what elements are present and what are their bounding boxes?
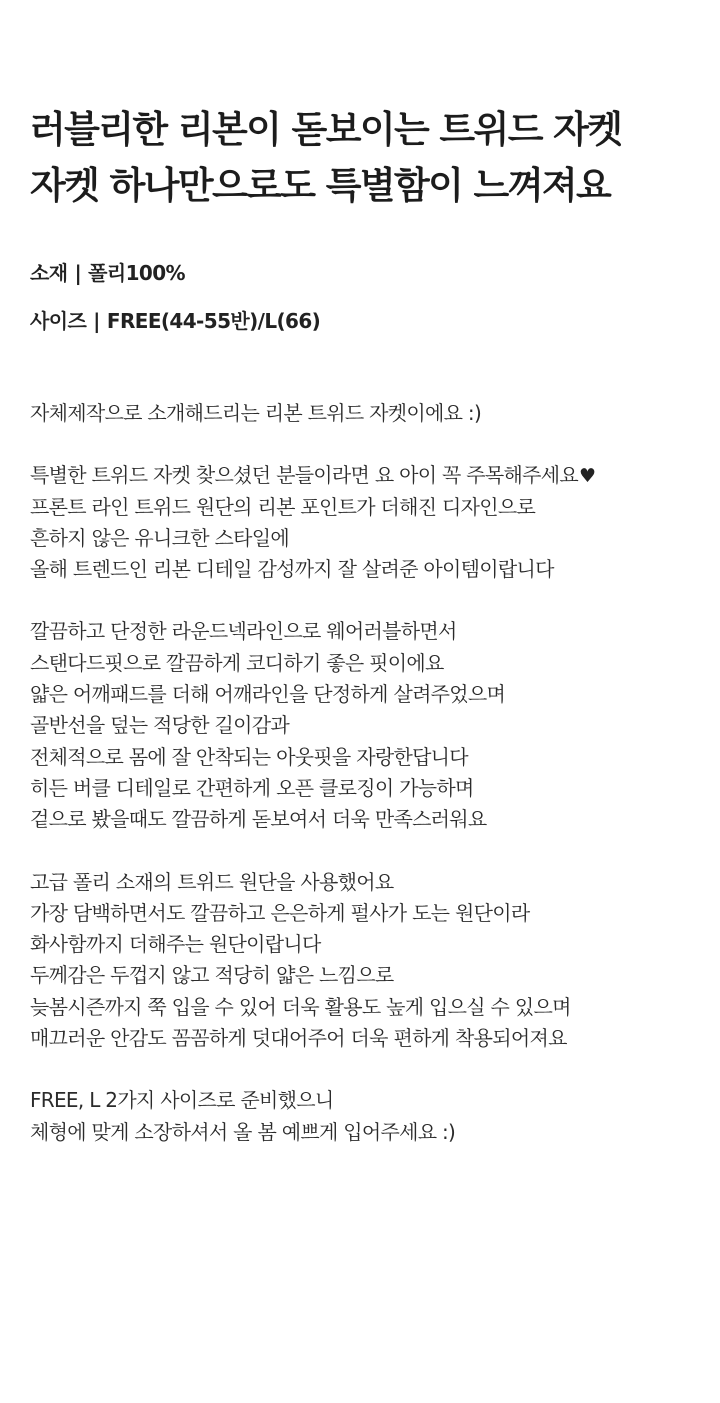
- material-value: 폴리100%: [88, 261, 185, 285]
- spec-separator: |: [74, 261, 82, 285]
- text-line: 늦봄시즌까지 쭉 입을 수 있어 더욱 활용도 높게 입으실 수 있으며: [30, 994, 571, 1019]
- text-line: 스탠다드핏으로 깔끔하게 코디하기 좋은 핏이에요: [30, 650, 444, 675]
- text-line: 히든 버클 디테일로 간편하게 오픈 클로징이 가능하며: [30, 775, 474, 800]
- text-line: FREE, L 2가지 사이즈로 준비했으니: [30, 1088, 334, 1113]
- size-value: FREE(44-55반)/L(66): [106, 309, 321, 333]
- text-line: 전체적으로 몸에 잘 안착되는 아웃핏을 자랑한답니다: [30, 744, 468, 769]
- size-label: 사이즈: [30, 309, 87, 333]
- paragraph-intro: [30, 398, 595, 429]
- paragraph-fabric: [30, 867, 595, 1055]
- headline: [30, 102, 621, 214]
- text-line-content: 특별한 트위드 자켓 찾으셨던 분들이라면 요 아이 꼭 주목해주세요: [30, 463, 578, 488]
- text-line: [30, 460, 595, 491]
- paragraph-design: [30, 460, 595, 585]
- text-line: 화사함까지 더해주는 원단이랍니다: [30, 932, 321, 957]
- text-line: 올해 트렌드인 리본 디테일 감성까지 잘 살려준 아이템이랍니다: [30, 557, 554, 582]
- text-line: 겉으로 봤을때도 깔끔하게 돋보여서 더욱 만족스러워요: [30, 807, 487, 832]
- text-line: 얇은 어깨패드를 더해 어깨라인을 단정하게 살려주었으며: [30, 682, 506, 707]
- text-line: 자체제작으로 소개해드리는 리본 트위드 자켓이에요 :): [30, 401, 482, 425]
- description-body: [30, 398, 595, 1179]
- product-specs: [30, 258, 320, 354]
- spec-separator: |: [93, 309, 100, 333]
- text-line: 가장 담백하면서도 깔끔하고 은은하게 펄사가 도는 원단이라: [30, 900, 530, 925]
- material-label: 소재: [30, 261, 68, 285]
- text-line: 매끄러운 안감도 꼼꼼하게 덧대어주어 더욱 편하게 착용되어져요: [30, 1026, 567, 1051]
- text-line: 프론트 라인 트위드 원단의 리본 포인트가 더해진 디자인으로: [30, 494, 536, 519]
- text-line: 깔끔하고 단정한 라운드넥라인으로 웨어러블하면서: [30, 619, 457, 644]
- headline-line-1: 러블리한 리본이 돋보이는 트위드 자켓: [30, 108, 622, 151]
- paragraph-fit: [30, 616, 595, 835]
- text-line: 체형에 맞게 소장하셔서 올 봄 예쁘게 입어주세요 :): [30, 1119, 456, 1144]
- text-line: 고급 폴리 소재의 트위드 원단을 사용했어요: [30, 869, 394, 894]
- headline-line-2: 자켓 하나만으로도 특별함이 느껴져요: [30, 164, 611, 207]
- text-line: 두께감은 두껍지 않고 적당히 얇은 느낌으로: [30, 963, 394, 988]
- paragraph-sizes: [30, 1085, 595, 1148]
- text-line: 골반선을 덮는 적당한 길이감과: [30, 713, 290, 738]
- material-spec: [30, 258, 320, 306]
- heart-icon: ♥: [579, 465, 596, 488]
- size-spec: [30, 306, 320, 354]
- text-line: 흔하지 않은 유니크한 스타일에: [30, 525, 290, 550]
